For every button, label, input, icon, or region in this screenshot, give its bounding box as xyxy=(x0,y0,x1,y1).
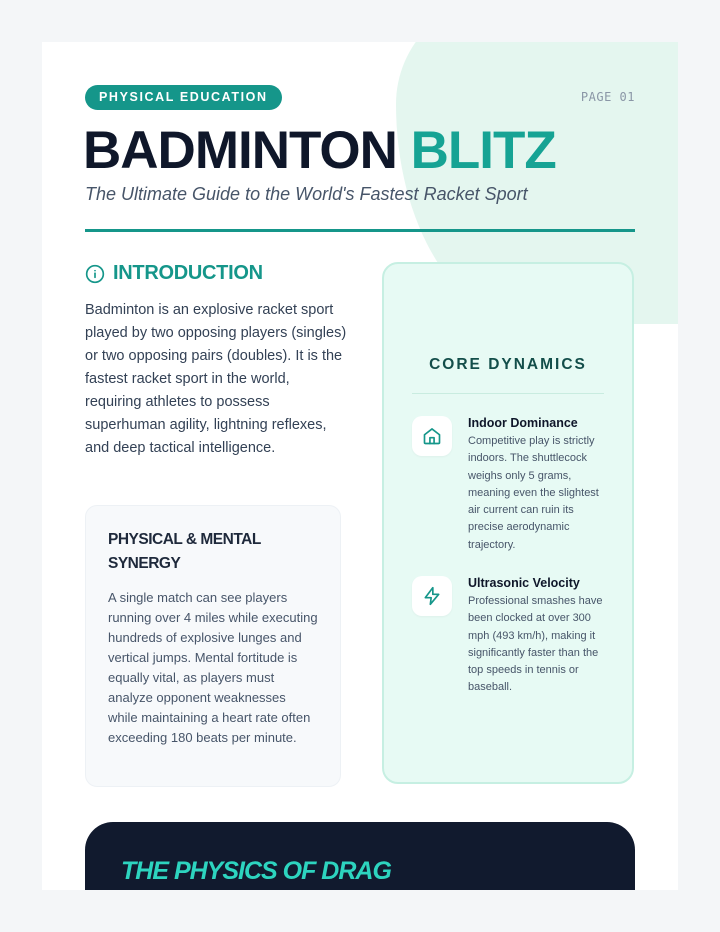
feature-title: Indoor Dominance xyxy=(468,416,578,430)
feature-title: Ultrasonic Velocity xyxy=(468,576,580,590)
core-divider xyxy=(412,393,604,394)
home-icon xyxy=(422,426,442,446)
synergy-body: A single match can see players running over 4 miles while executing hundreds of explosive lunges and vertical jumps. Mental fortitude is equally vital, as players must analyze opponent weaknesses while maintaining a heart rate often exceeding 180 beats per minute. xyxy=(108,590,318,745)
page-number: PAGE 01 xyxy=(580,90,635,104)
introduction-heading-text: INTRODUCTION xyxy=(113,262,263,284)
introduction-heading xyxy=(85,262,263,285)
document-page xyxy=(42,42,678,890)
physics-heading: THE PHYSICS OF DRAG xyxy=(121,857,391,885)
core-dynamics-heading: CORE DYNAMICS xyxy=(429,356,587,373)
synergy-heading: PHYSICAL & MENTAL SYNERGY xyxy=(108,531,261,572)
feature-icon-box xyxy=(412,416,452,456)
header-divider xyxy=(85,229,635,232)
feature-icon-box xyxy=(412,576,452,616)
feature-text: Professional smashes have been clocked at over 300 mph (493 km/h), making it significantly faster than the top speeds in tennis or baseball. xyxy=(468,595,603,694)
introduction-body: Badminton is an explosive racket sport played by two opposing players (singles) or two opposing pairs (doubles). It is the fastest racket sport in the world, requiring athletes to possess superhuman agility, lightning reflexes, and deep tactical intelligence. xyxy=(85,302,347,456)
core-dynamics-card xyxy=(382,262,634,784)
page-subtitle: The Ultimate Guide to the World's Fastest Racket Sport xyxy=(85,184,528,204)
page-title xyxy=(83,120,556,181)
feature-text: Competitive play is strictly indoors. The shuttlecock weighs only 5 grams, meaning even the slightest air current can ruin its precise aerodynamic trajectory. xyxy=(468,435,599,551)
synergy-card xyxy=(85,505,341,787)
lightning-icon xyxy=(422,586,442,606)
title-main: BADMINTON xyxy=(83,121,397,180)
category-badge: PHYSICAL EDUCATION xyxy=(85,85,282,110)
physics-section xyxy=(85,822,635,890)
title-accent: BLITZ xyxy=(410,121,556,180)
info-icon xyxy=(85,264,105,284)
